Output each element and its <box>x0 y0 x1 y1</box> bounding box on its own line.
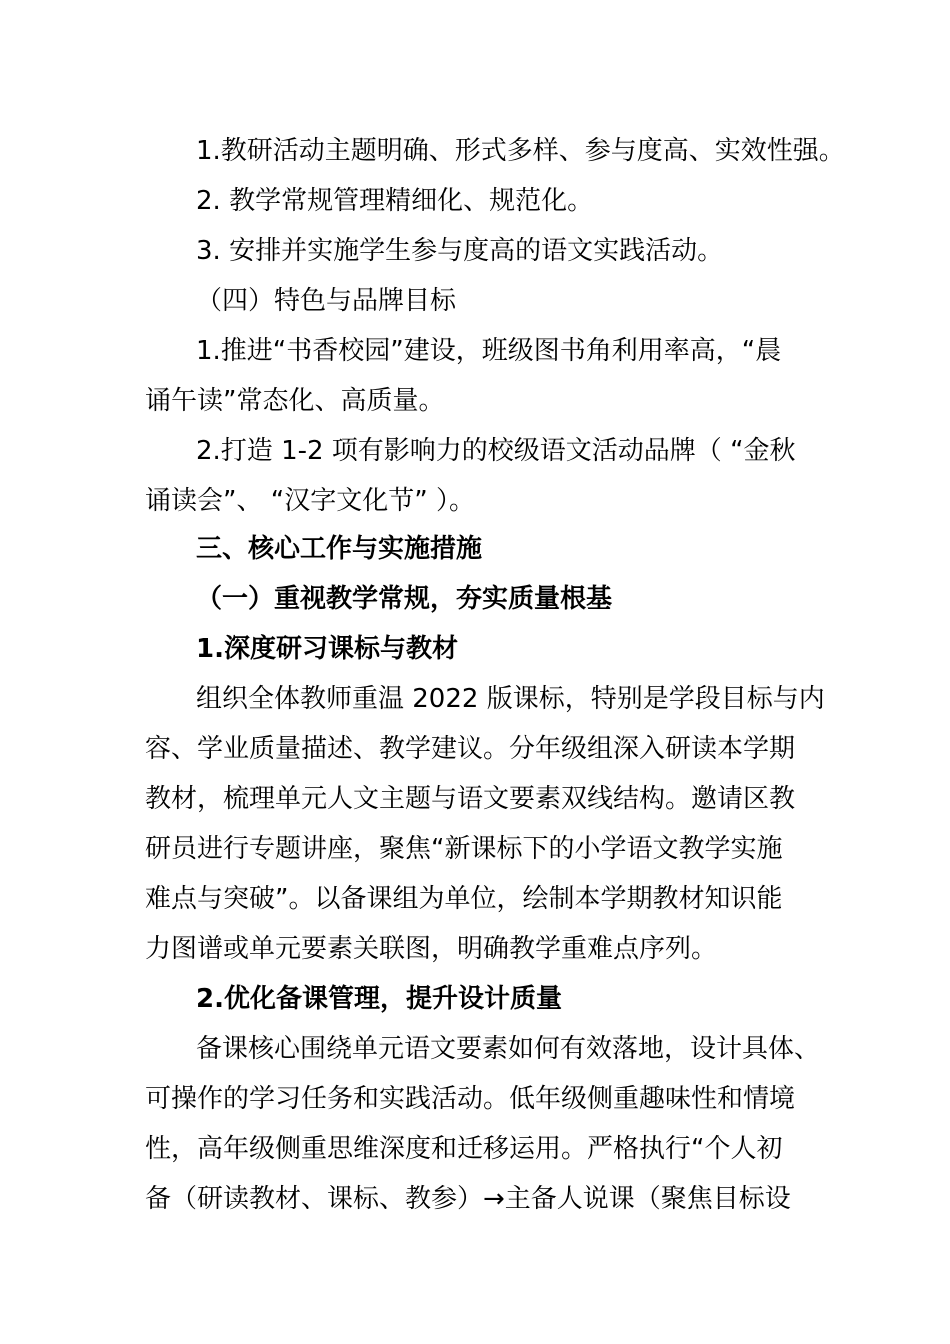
subsection-heading-teaching-routine: （一）重视教学常规，夯实质量根基 <box>196 584 613 614</box>
goal-item-2: 2. 教学常规管理精细化、规范化。 <box>196 186 594 216</box>
paragraph-1-line-6: 力图谱或单元要素关联图，明确教学重难点序列。 <box>145 934 718 964</box>
chapter-heading-core-work: 三、核心工作与实施措施 <box>196 534 483 564</box>
paragraph-1-line-2: 容、学业质量描述、教学建议。分年级组深入研读本学期 <box>145 734 796 764</box>
paragraph-2-line-1: 备课核心围绕单元语文要素如何有效落地，设计具体、 <box>196 1034 821 1064</box>
goal-item-1: 1.教研活动主题明确、形式多样、参与度高、实效性强。 <box>196 136 845 166</box>
item-heading-lesson-prep: 2.优化备课管理，提升设计质量 <box>196 984 562 1014</box>
feature-item-2-line-2: 诵读会”、 “汉字文化节” ）。 <box>145 486 475 516</box>
goal-item-3: 3. 安排并实施学生参与度高的语文实践活动。 <box>196 236 724 266</box>
paragraph-1-line-1: 组织全体教师重温 2022 版课标，特别是学段目标与内 <box>196 684 825 714</box>
paragraph-2-line-4: 备（研读教材、课标、教参）→主备人说课（聚焦目标设 <box>145 1184 791 1214</box>
item-heading-curriculum-study: 1.深度研习课标与教材 <box>196 634 458 664</box>
paragraph-1-line-4: 研员进行专题讲座，聚焦“新课标下的小学语文教学实施 <box>145 834 783 864</box>
section-heading-feature-brand: （四）特色与品牌目标 <box>196 286 457 316</box>
paragraph-2-line-2: 可操作的学习任务和实践活动。低年级侧重趣味性和情境 <box>145 1084 796 1114</box>
paragraph-1-line-5: 难点与突破”。以备课组为单位，绘制本学期教材知识能 <box>145 884 783 914</box>
feature-item-1-line-2: 诵午读”常态化、高质量。 <box>145 386 445 416</box>
feature-item-2-line-1: 2.打造 1-2 项有影响力的校级语文活动品牌（ “金秋 <box>196 436 796 466</box>
feature-item-1-line-1: 1.推进“书香校园”建设，班级图书角利用率高，“晨 <box>196 336 782 366</box>
paragraph-1-line-3: 教材，梳理单元人文主题与语文要素双线结构。邀请区教 <box>145 784 796 814</box>
paragraph-2-line-3: 性，高年级侧重思维深度和迁移运用。严格执行“个人初 <box>145 1134 783 1164</box>
